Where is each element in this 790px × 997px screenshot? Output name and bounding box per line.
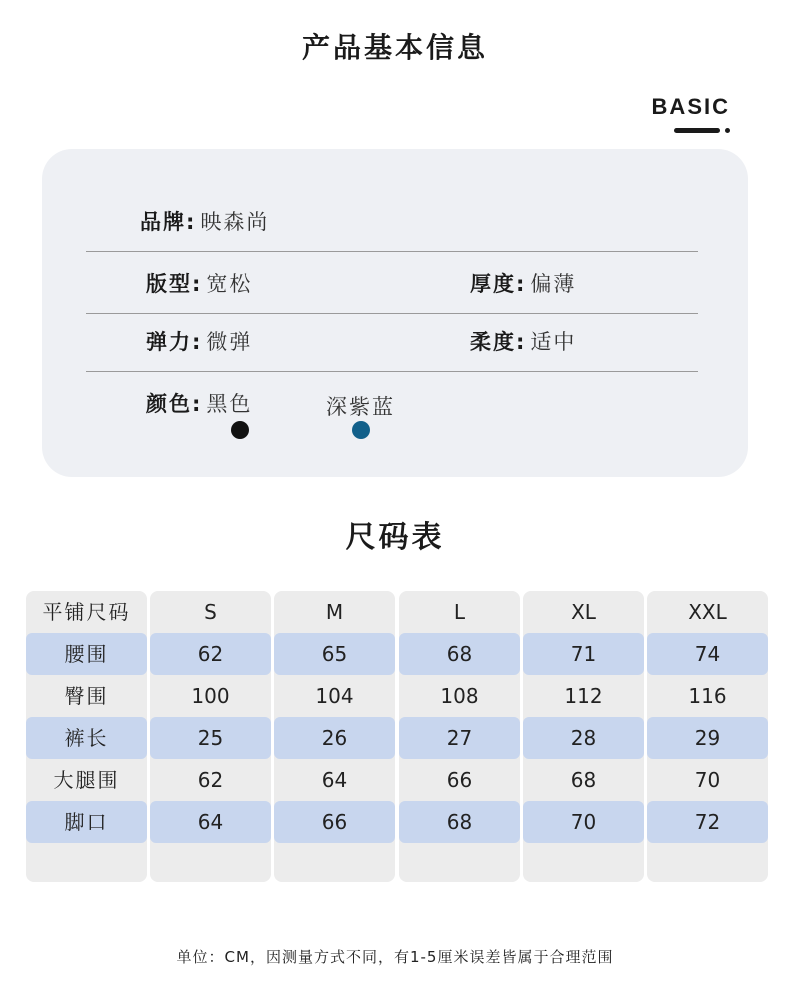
size-value-cell: 25 [197,726,224,750]
size-value-cell: 66 [446,768,473,792]
info-row-brand [86,193,698,252]
size-value-cell: 62 [197,768,224,792]
size-value-cell: 108 [440,684,479,708]
softness-key: 柔度: [470,330,527,354]
size-value-cell: 64 [321,768,348,792]
size-value-cell: 70 [570,810,597,834]
basic-badge [638,94,730,120]
size-value-cell: 29 [694,726,721,750]
info-row-stretch [86,313,698,372]
size-value-cell: 112 [564,684,603,708]
size-value-cell: 74 [694,642,721,666]
measurement-label: 脚口 [64,810,109,834]
thickness-key: 厚度: [470,272,527,296]
size-value-cell: 68 [570,768,597,792]
size-header-label: 平铺尺码 [42,600,131,624]
size-value-cell: 62 [197,642,224,666]
measurement-label: 裤长 [64,726,109,750]
measurement-label: 臀围 [64,684,109,708]
fit-key: 版型: [146,272,203,296]
size-value-cell: 64 [197,810,224,834]
stretch-value: 微弹 [206,330,253,354]
basic-dot [725,128,730,133]
size-header-xl: XL [571,600,596,624]
info-row-fit [86,255,698,314]
size-header-s: S [204,600,217,624]
size-value-cell: 104 [315,684,354,708]
size-value-cell: 26 [321,726,348,750]
size-header-xxl: XXL [688,600,727,624]
page-title: 产品基本信息 [301,31,488,64]
product-info-card [42,149,748,477]
color-option-1-name: 黑色 [206,392,253,416]
size-value-cell: 100 [191,684,230,708]
size-value-cell: 65 [321,642,348,666]
size-header-m: M [325,600,344,624]
size-value-cell: 68 [446,642,473,666]
size-value-cell: 116 [688,684,727,708]
thickness-field [470,255,576,313]
color-swatch-black [231,421,249,439]
measurement-label: 大腿围 [53,768,120,792]
size-value-cell: 66 [321,810,348,834]
color-key: 颜色: [146,392,203,416]
measurement-label: 腰围 [64,642,109,666]
basic-underline [674,128,720,133]
fit-value: 宽松 [206,272,253,296]
basic-label: BASIC [651,94,730,119]
size-value-cell: 70 [694,768,721,792]
softness-field [470,313,576,371]
brand-key: 品牌: [140,210,197,234]
thickness-value: 偏薄 [530,272,577,296]
stretch-field [146,313,252,371]
size-value-cell: 72 [694,810,721,834]
brand-field [140,193,269,251]
info-row-color [86,375,698,433]
color-option-2-name: 深紫蓝 [326,395,395,419]
size-value-cell: 27 [446,726,473,750]
footnote: 单位：CM，因测量方式不同，有1-5厘米误差皆属于合理范围 [176,948,614,966]
fit-field [146,255,252,313]
brand-value: 映森尚 [200,210,270,234]
size-value-cell: 28 [570,726,597,750]
softness-value: 适中 [530,330,577,354]
stretch-key: 弹力: [146,330,203,354]
size-chart-title: 尺码表 [345,520,445,555]
size-value-cell: 71 [570,642,597,666]
size-value-cell: 68 [446,810,473,834]
size-header-l: L [453,600,466,624]
color-swatch-navy [352,421,370,439]
